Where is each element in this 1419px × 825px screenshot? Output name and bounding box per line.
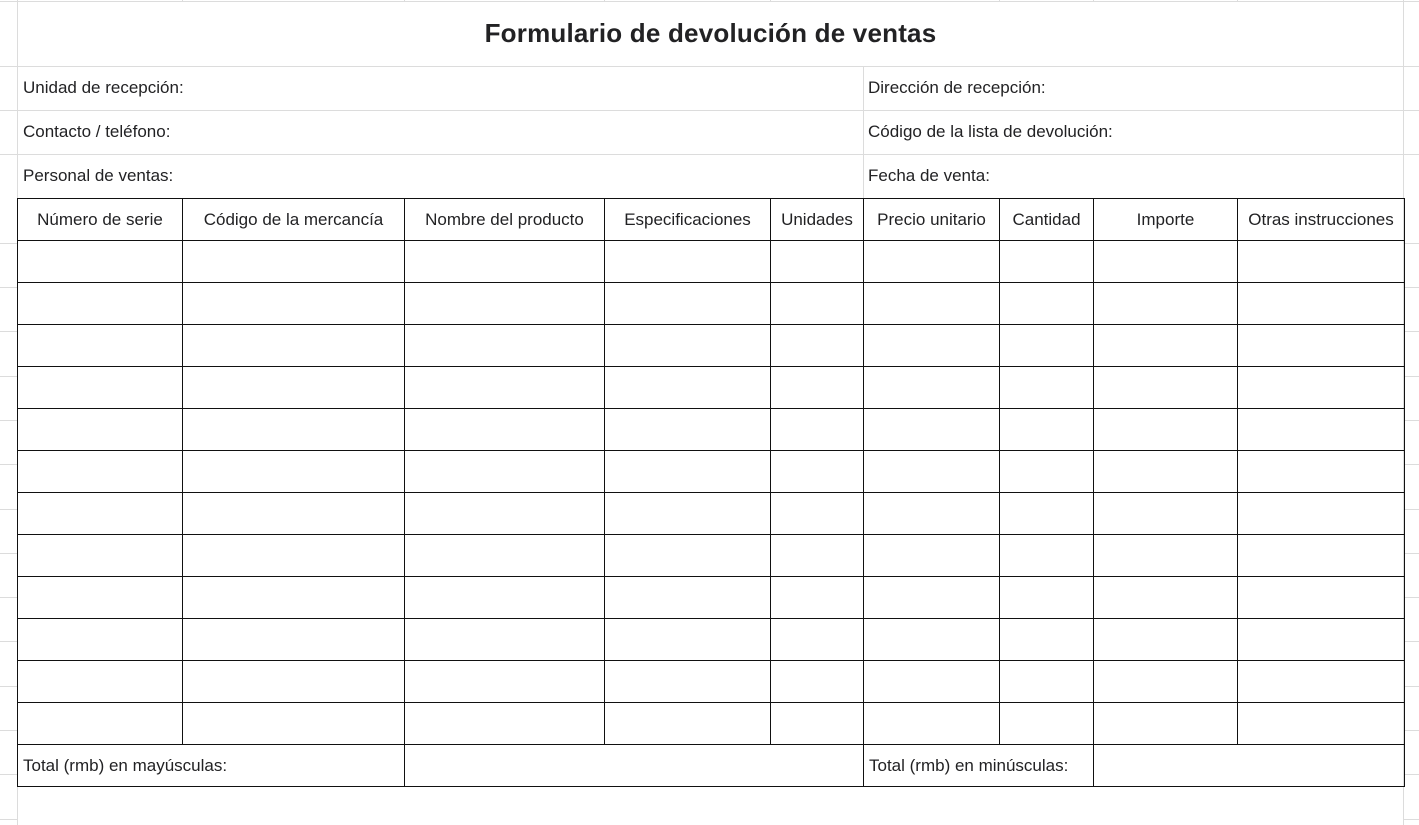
table-cell[interactable]: [1000, 535, 1094, 577]
table-cell[interactable]: [864, 241, 1000, 283]
table-cell[interactable]: [18, 535, 183, 577]
column-header-other-instructions: Otras instrucciones: [1238, 199, 1405, 241]
table-cell[interactable]: [771, 283, 864, 325]
table-cell[interactable]: [1238, 451, 1405, 493]
table-cell[interactable]: [18, 367, 183, 409]
table-cell[interactable]: [18, 409, 183, 451]
table-cell[interactable]: [1094, 241, 1238, 283]
table-row: [18, 661, 1405, 703]
table-cell[interactable]: [1094, 703, 1238, 745]
table-cell[interactable]: [183, 703, 405, 745]
table-row: [18, 577, 1405, 619]
table-cell[interactable]: [183, 367, 405, 409]
table-row: [18, 241, 1405, 283]
table-cell[interactable]: [1238, 325, 1405, 367]
table-cell[interactable]: [18, 493, 183, 535]
table-cell[interactable]: [405, 325, 605, 367]
total-lowercase-cell[interactable]: [1094, 745, 1405, 787]
total-uppercase-cell[interactable]: [405, 745, 864, 787]
table-cell[interactable]: [605, 409, 771, 451]
column-header-units: Unidades: [771, 199, 864, 241]
table-cell[interactable]: [183, 283, 405, 325]
table-body: [18, 241, 1405, 745]
column-header-specifications: Especificaciones: [605, 199, 771, 241]
table-cell[interactable]: [1094, 661, 1238, 703]
table-cell[interactable]: [18, 661, 183, 703]
table-cell[interactable]: [18, 451, 183, 493]
table-cell[interactable]: [1238, 535, 1405, 577]
table-cell[interactable]: [771, 367, 864, 409]
table-cell[interactable]: [771, 409, 864, 451]
table-cell[interactable]: [605, 535, 771, 577]
receiving-address-field[interactable]: Dirección de recepción:: [868, 78, 1046, 97]
form-title: Formulario de devolución de ventas: [484, 17, 937, 48]
table-cell[interactable]: [1238, 283, 1405, 325]
table-cell[interactable]: [864, 661, 1000, 703]
table-cell[interactable]: [771, 661, 864, 703]
table-cell[interactable]: [1000, 661, 1094, 703]
table-cell[interactable]: [771, 535, 864, 577]
table-cell[interactable]: [605, 661, 771, 703]
table-cell[interactable]: [1094, 283, 1238, 325]
table-cell[interactable]: [183, 577, 405, 619]
table-cell[interactable]: [605, 283, 771, 325]
table-cell[interactable]: [183, 535, 405, 577]
table-cell[interactable]: [405, 409, 605, 451]
receiving-unit-field[interactable]: Unidad de recepción:: [23, 78, 184, 97]
table-cell[interactable]: [605, 367, 771, 409]
table-cell[interactable]: [18, 619, 183, 661]
table-row: [18, 325, 1405, 367]
table-cell[interactable]: [1000, 283, 1094, 325]
table-cell[interactable]: [405, 493, 605, 535]
table-cell[interactable]: [405, 451, 605, 493]
sale-date-field[interactable]: Fecha de venta:: [868, 166, 990, 185]
table-cell[interactable]: [864, 409, 1000, 451]
total-lowercase-label: Total (rmb) en minúsculas:: [864, 745, 1094, 787]
table-row: [18, 619, 1405, 661]
table-cell[interactable]: [1094, 451, 1238, 493]
table-cell[interactable]: [1000, 493, 1094, 535]
table-cell[interactable]: [405, 619, 605, 661]
table-cell[interactable]: [1094, 409, 1238, 451]
table-cell[interactable]: [183, 451, 405, 493]
table-row: [18, 409, 1405, 451]
table-cell[interactable]: [183, 661, 405, 703]
table-cell[interactable]: [864, 703, 1000, 745]
table-cell[interactable]: [864, 283, 1000, 325]
table-cell[interactable]: [183, 241, 405, 283]
table-cell[interactable]: [1000, 367, 1094, 409]
table-cell[interactable]: [1238, 367, 1405, 409]
total-uppercase-label: Total (rmb) en mayúsculas:: [18, 745, 405, 787]
column-header-serial-number: Número de serie: [18, 199, 183, 241]
table-cell[interactable]: [405, 577, 605, 619]
column-header-goods-code: Código de la mercancía: [183, 199, 405, 241]
table-cell[interactable]: [1094, 493, 1238, 535]
column-header-quantity: Cantidad: [1000, 199, 1094, 241]
table-cell[interactable]: [1000, 325, 1094, 367]
table-cell[interactable]: [1094, 577, 1238, 619]
table-cell[interactable]: [1238, 493, 1405, 535]
table-cell[interactable]: [864, 367, 1000, 409]
table-cell[interactable]: [605, 703, 771, 745]
table-header-row: [18, 199, 1405, 241]
table-cell[interactable]: [771, 241, 864, 283]
returned-items-table: [17, 198, 1405, 787]
table-cell[interactable]: [18, 241, 183, 283]
table-cell[interactable]: [864, 451, 1000, 493]
table-cell[interactable]: [183, 325, 405, 367]
table-cell[interactable]: [405, 661, 605, 703]
table-cell[interactable]: [771, 325, 864, 367]
table-cell[interactable]: [1000, 451, 1094, 493]
table-row: [18, 493, 1405, 535]
table-cell[interactable]: [1000, 619, 1094, 661]
table-cell[interactable]: [405, 535, 605, 577]
table-cell[interactable]: [605, 619, 771, 661]
table-cell[interactable]: [183, 493, 405, 535]
table-cell[interactable]: [183, 409, 405, 451]
table-cell[interactable]: [405, 283, 605, 325]
table-cell[interactable]: [1094, 619, 1238, 661]
table-cell[interactable]: [1238, 241, 1405, 283]
table-cell[interactable]: [18, 703, 183, 745]
table-cell[interactable]: [605, 241, 771, 283]
table-cell[interactable]: [771, 703, 864, 745]
table-cell[interactable]: [864, 325, 1000, 367]
table-row: [18, 367, 1405, 409]
column-header-unit-price: Precio unitario: [864, 199, 1000, 241]
table-cell[interactable]: [1238, 577, 1405, 619]
table-cell[interactable]: [605, 577, 771, 619]
sales-staff-field[interactable]: Personal de ventas:: [23, 166, 174, 185]
table-cell[interactable]: [1000, 241, 1094, 283]
table-cell[interactable]: [18, 283, 183, 325]
table-cell[interactable]: [183, 619, 405, 661]
table-cell[interactable]: [605, 451, 771, 493]
table-cell[interactable]: [1000, 409, 1094, 451]
column-header-product-name: Nombre del producto: [405, 199, 605, 241]
table-cell[interactable]: [771, 451, 864, 493]
table-cell[interactable]: [405, 703, 605, 745]
table-row: [18, 535, 1405, 577]
totals-row: [18, 745, 1405, 787]
table-cell[interactable]: [18, 577, 183, 619]
table-cell[interactable]: [1094, 367, 1238, 409]
table-cell[interactable]: [864, 619, 1000, 661]
table-cell[interactable]: [771, 493, 864, 535]
table-cell[interactable]: [18, 325, 183, 367]
table-row: [18, 703, 1405, 745]
table-cell[interactable]: [1000, 577, 1094, 619]
table-cell[interactable]: [864, 577, 1000, 619]
column-header-amount: Importe: [1094, 199, 1238, 241]
table-row: [18, 451, 1405, 493]
table-cell[interactable]: [1238, 661, 1405, 703]
table-cell[interactable]: [864, 493, 1000, 535]
contact-phone-field[interactable]: Contacto / teléfono:: [23, 122, 171, 141]
table-cell[interactable]: [1238, 703, 1405, 745]
table-cell[interactable]: [1094, 535, 1238, 577]
table-cell[interactable]: [771, 619, 864, 661]
table-cell[interactable]: [1000, 703, 1094, 745]
table-cell[interactable]: [405, 241, 605, 283]
table-cell[interactable]: [605, 325, 771, 367]
table-cell[interactable]: [605, 493, 771, 535]
return-list-code-field[interactable]: Código de la lista de devolución:: [868, 122, 1113, 141]
table-cell[interactable]: [864, 535, 1000, 577]
table-cell[interactable]: [771, 577, 864, 619]
table-cell[interactable]: [1238, 619, 1405, 661]
table-row: [18, 283, 1405, 325]
table-cell[interactable]: [1238, 409, 1405, 451]
table-cell[interactable]: [1094, 325, 1238, 367]
table-cell[interactable]: [405, 367, 605, 409]
